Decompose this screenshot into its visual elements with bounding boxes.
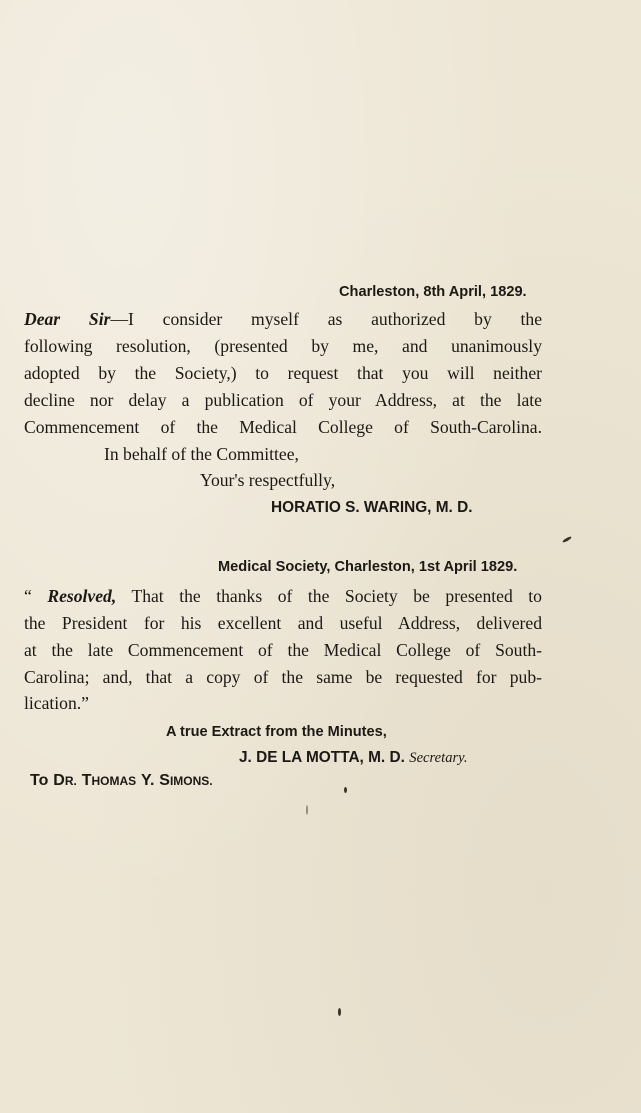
- salutation-dash: —: [110, 309, 129, 329]
- resolution-body-line-2: the President for his excellent and useful Address, delivered: [24, 613, 542, 633]
- open-quote: “: [24, 586, 32, 606]
- addressee-last-rest: IMONS.: [169, 774, 213, 788]
- paper-speck: [562, 536, 572, 544]
- letter-line-1: [24, 308, 542, 330]
- addressee-last-initial: S: [159, 772, 170, 789]
- resolution-body-line-3: at the late Commencement of the Medical College of South-: [24, 640, 542, 660]
- letter-closing-respectfully: Your's respectfully,: [200, 470, 336, 490]
- resolution-body-line-1: That the thanks of the Society be presented to: [131, 586, 542, 606]
- resolution-body-line-4: Carolina; and, that a copy of the same be requested for pub-: [24, 667, 542, 687]
- addressee-first-initial: T: [81, 772, 92, 789]
- letter-dateline: Charleston, 8th April, 1829.: [339, 284, 527, 300]
- paper-speck: [306, 805, 308, 815]
- resolution-line-1: [24, 585, 542, 607]
- resolution-dateline: Medical Society, Charleston, 1st April 1829.: [218, 559, 518, 575]
- letter-body-line-5: Commencement of the Medical College of South-Carolina.: [24, 417, 542, 437]
- secretary-line: [239, 745, 468, 769]
- addressee-middle: Y.: [141, 772, 155, 789]
- letter-body-line-1: I consider myself as authorized by the: [128, 309, 542, 329]
- letter-body-line-4: decline nor delay a publication of your Address, at the late: [24, 390, 542, 410]
- letter-closing-committee: In behalf of the Committee,: [104, 444, 299, 464]
- addressee-dr-rest: R.: [64, 774, 77, 788]
- paper-speck: [338, 1008, 341, 1016]
- addressee-to: To: [30, 772, 49, 789]
- secretary-name: J. DE LA MOTTA, M. D.: [239, 749, 405, 766]
- addressee-line: [30, 768, 213, 792]
- paper-speck: [344, 787, 347, 793]
- addressee-dr-initial: D: [53, 772, 65, 789]
- letter-body-line-3: adopted by the Society,) to request that you will neither: [24, 363, 542, 383]
- extract-note: A true Extract from the Minutes,: [166, 724, 387, 740]
- letter-body-line-2: following resolution, (presented by me, and unanimously: [24, 336, 542, 356]
- resolved-label: Resolved,: [47, 586, 117, 606]
- secretary-title: Secretary.: [409, 750, 468, 766]
- letter-signature: HORATIO S. WARING, M. D.: [271, 499, 473, 516]
- salutation: Dear Sir: [24, 309, 111, 329]
- addressee-first-rest: HOMAS: [91, 774, 137, 788]
- resolution-last-line: lication.”: [24, 693, 89, 713]
